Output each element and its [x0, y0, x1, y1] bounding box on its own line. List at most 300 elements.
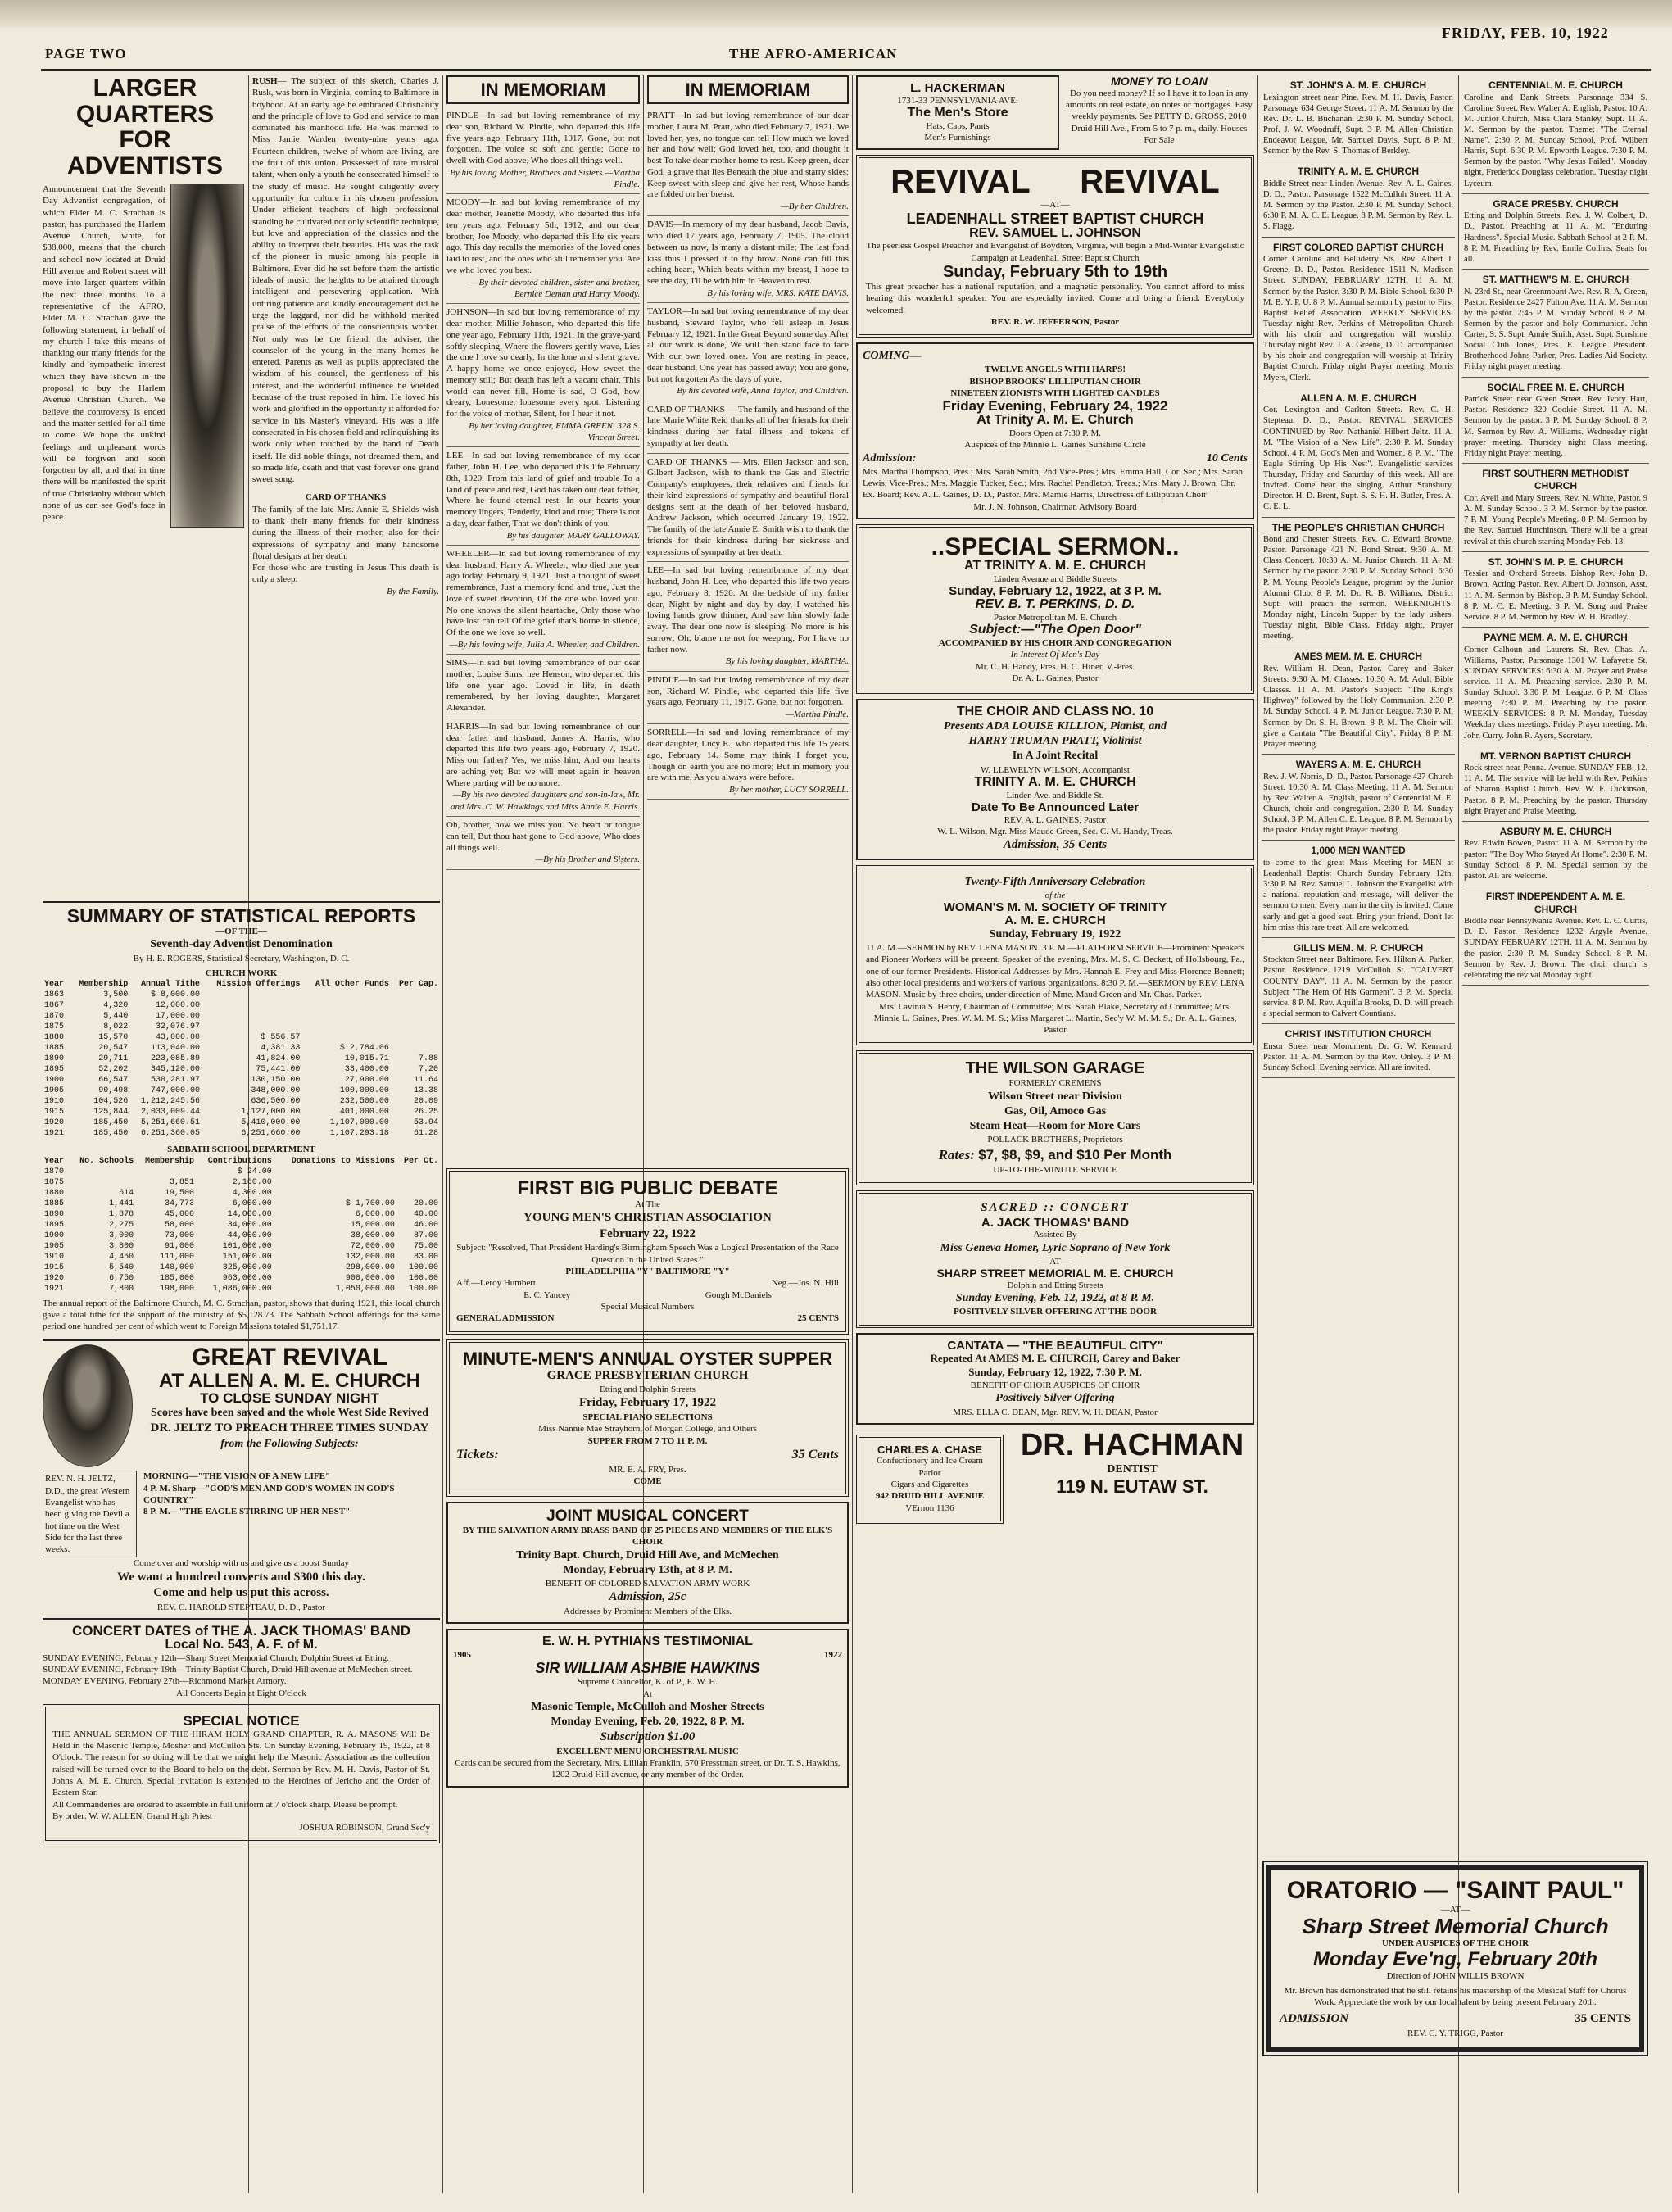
sabbath-cell	[396, 1167, 440, 1177]
church-work-cell: 747,000.00	[150, 1086, 200, 1096]
church-work-cell: 8,022	[103, 1022, 129, 1032]
sabbath-cell	[274, 1188, 396, 1199]
church-details: Lexington street near Pine. Rev. M. H. Davis, Pastor. Parsonage 634 George Street. 11 A. M. Sermon by the Rev. Dr. L. B. Buchanan. 2:30 P. M. Sunday School, Prof. J. W. Woodruff, Supt. 3 P. M. Allen Christian Endeavor League, Mr. Samuel Davis, Supt. 8 P. M. Sermon by the Rev. S. Thomas of Berkley.	[1263, 93, 1453, 156]
church-work-cell: 1900	[44, 1076, 65, 1086]
sabbath-cell: 140,000	[160, 1262, 195, 1272]
sabbath-cell: 46.00	[413, 1220, 438, 1230]
church-work-row	[43, 1128, 440, 1139]
page-number: PAGE TWO	[45, 46, 127, 61]
concert-date-1: SUNDAY EVENING, February 12th—Sharp Street Memorial Church, Dolphin Street at Etting.	[43, 1652, 389, 1663]
sabbath-cell	[69, 1167, 135, 1177]
column-memoriam-1	[446, 75, 640, 1157]
debate-neg: Neg.—Jos. N. Hill	[771, 1278, 839, 1289]
church-listing	[1262, 646, 1455, 755]
sabbath-row	[43, 1284, 440, 1294]
choir-date: Date To Be Announced Later	[971, 800, 1140, 815]
church-work-row	[43, 1043, 440, 1054]
sacred-silver: POSITIVELY SILVER OFFERING AT THE DOOR	[954, 1307, 1157, 1317]
church-listing	[1462, 628, 1649, 746]
church-work-row	[43, 1054, 440, 1064]
church-name: ST. JOHN'S M. P. E. CHURCH	[1488, 555, 1624, 568]
center-ads	[446, 1163, 849, 1793]
rush-story: The subject of this sketch, Charles J. Rusk, was born in Virginia, coming to Baltimore in boyhood. At an early age he embraced Christianity and the principle of love to God and service to man dominated his manhood life. He was married to Miss Jamie Warden twenty-nine years ago. Fourteen children, twelve of whom are living, are the fruit of this union. Possessed of rare musical talent, when only a youth he consecrated himself to the study of music. He sought diligently every opportunity for culture in his chosen profession. Under efficient teachers of high professional standing he cultivated not only scientific technique, but love and appreciation of the classics and the ability to interpret their beauties. His was the task of the pioneer in music among his people in Baltimore. Ever did he set before them the artistic ideals of music, the heights to be attained through intelligent and persevering application. With untiring patience and kindly encouragement did he urge the laggard, nor did he withhold merited praise of the efforts of the conscientious worker. Not only was he the friend, the adviser, the counselor of the young in the many homes he entered. Parents as well as pupils appreciated the wisdom of his counsel, the gentleness of his interest, and the wonderful influence he wielded because of the trust reposed in him. He loved his work and glorified in the opportunity it afforded for service in his Master's vineyard. His was a life consecrated in his chosen field and relinquishing its work only when touched by the hand of Death itself. He did noble things, not dreamed them, and so made life, death and that vast forever one grand sweet song.	[252, 76, 439, 485]
oyster-come: COME	[633, 1475, 662, 1486]
sabbath-cell: 20.00	[413, 1199, 438, 1208]
church-name: SOCIAL FREE M. E. CHURCH	[1487, 381, 1624, 393]
sabbath-cell: 44,000.00	[227, 1231, 272, 1240]
sabbath-row	[43, 1209, 440, 1220]
sermon-gaines: Dr. A. L. Gaines, Pastor	[1012, 673, 1099, 684]
pythians-sir: SIR WILLIAM ASHBIE HAWKINS	[535, 1660, 760, 1677]
choir-address: Linden Ave. and Biddle St.	[1006, 790, 1104, 800]
sabbath-cell: 40.00	[413, 1209, 438, 1219]
memoriam-signature: By his devoted wife, Anna Taylor, and Children.	[677, 386, 849, 397]
church-details: Patrick Street near Green Street. Rev. Ivory Hart, Pastor. Residence 320 Cookie Street. 11 A. M. Sermon by the pastor. 3 P. M. Sunday School. 8 P. M. Sermon by Rev. A. Williams. Wednesday night prayer meeting. Thursday night Class meeting. Friday night Prayer meeting.	[1464, 395, 1647, 458]
oratorio-date: Monday Eve'ng, February 20th	[1312, 1948, 1598, 1971]
church-name: ALLEN A. M. E. CHURCH	[1300, 392, 1416, 404]
hachman-ad	[1010, 1427, 1254, 1529]
joint-by: BY THE SALVATION ARMY BRASS BAND OF 25 PIECES AND MEMBERS OF THE ELK'S CHOIR	[462, 1525, 833, 1548]
sabbath-cell: 1880	[44, 1188, 65, 1198]
chase-phone: VErnon 1136	[905, 1503, 954, 1513]
chase-ad	[856, 1435, 1004, 1524]
sabbath-cell: 908,000.00	[345, 1273, 395, 1283]
coming-doors: Doors Open at 7:30 P. M.	[1008, 428, 1102, 438]
church-details: Ensor Street near Monument. Dr. G. W. Kennard, Pastor. 11 A. M. Sermon by the Rev. Onley. 3 P. M. Sunday School. Evening service. All are invited.	[1263, 1041, 1453, 1072]
revival-morning: MORNING—"THE VISION OF A NEW LIFE"	[143, 1471, 331, 1482]
church-name: FIRST COLORED BAPTIST CHURCH	[1273, 241, 1443, 253]
memoriam-signature: —By their devoted children, sister and brother, Bernice Deman and Harry Moody.	[470, 277, 640, 299]
special-notice-sec: JOSHUA ROBINSON, Grand Sec'y	[299, 1823, 430, 1834]
debate-subject: Subject: "Resolved, That President Harding's Birmingham Speech Was a Logical Presentation of the Race Question in the United States."	[456, 1243, 839, 1265]
church-work-cell	[391, 1032, 440, 1043]
sabbath-school-table	[43, 1156, 440, 1294]
church-work-cell: 27,900.00	[344, 1076, 389, 1086]
church-listing	[1462, 746, 1649, 822]
chase-conf: Confectionery and Ice Cream Parlor	[877, 1456, 983, 1478]
church-details: Rev. Edwin Bowen, Pastor. 11 A. M. Sermon by the pastor: "The Boy Who Stayed At Home". 2:30 P. M. Sunday School. 8 P. M. Special sermon by the pastor. All are welcome.	[1464, 839, 1647, 881]
oyster-address: Etting and Dolphin Streets	[599, 1385, 696, 1395]
memoriam-entry	[446, 817, 640, 870]
church-work-row	[43, 1096, 440, 1107]
hachman-dentist: DENTIST	[1107, 1462, 1158, 1475]
church-work-cell: 1880	[44, 1033, 65, 1043]
garage-title: THE WILSON GARAGE	[965, 1059, 1145, 1078]
memoriam-text: HARRIS—In sad but loving remembrance of our dear father and husband, James A. Harris, who departed this life two years ago, February 7, 1920. Miss our father? Yes, we miss him, And our hearts are aching yet; But we will meet again in heaven Where parting will be no more.	[446, 721, 640, 788]
oratorio-area	[1262, 1860, 1649, 2057]
church-listing	[1262, 841, 1455, 937]
church-work-cell	[202, 1011, 301, 1022]
sabbath-cell: 198,000	[160, 1284, 195, 1294]
church-work-cell: 53.94	[413, 1118, 438, 1128]
oyster-price: 35 Cents	[791, 1447, 839, 1462]
sabbath-cell: 100.00	[408, 1273, 438, 1283]
cantata-silver: Positively Silver Offering	[995, 1392, 1115, 1405]
pythians-cards: Cards can be secured from the Secretary, Mrs. Lillian Franklin, 570 Presstman street, or Dr. T. S. Hawkins, 1202 Druid Hill avenue, or any member of the Order.	[455, 1757, 841, 1780]
sabbath-cell: 5,540	[109, 1262, 134, 1272]
church-work-cell: 4,320	[103, 1001, 129, 1011]
church-work-header-cell: Per Cap.	[398, 980, 438, 990]
sabbath-header-cell: Per Ct.	[403, 1156, 438, 1166]
church-work-cell: 1921	[44, 1129, 65, 1139]
church-details: Corner Caroline and Belliderry Sts. Rev. Albert J. Greene, D. D., Pastor. Residence 1511 N. Madison Street. SUNDAY, FEBRUARY 12TH. 11 A. M. Sermon by the Pastor. 3:30 P. M. Bible School. 6:30 P. M. B. Y. P. U. 8 P. M. Annual sermon by pastor to First Baptist Relief Association. WEEKLY SERVICES: Tuesday night Rev. Perkins of Metropolitan Church with his choir and congregation will worship. Thursday night Rev. J. A. Greene, D. D. accompanied by his choir and congregation will worship at Trinity Baptist Church. Friday night Prayer meeting. Morris Myers, Clerk.	[1263, 255, 1453, 383]
coming-ad	[856, 342, 1254, 519]
sabbath-cell: 4,450	[109, 1252, 134, 1262]
church-details: Etting and Dolphin Streets. Rev. J. W. Colbert, D. D., Pastor. Preaching at 11 A. M. "Enduring Hardness". Special Music. Sabbath School at 2 P. M. 8 P. M. Preaching by Rev. Emile Collins. Seats for all.	[1464, 211, 1647, 264]
choir-recital: In A Joint Recital	[1012, 750, 1099, 763]
church-work-cell: 100,000.00	[339, 1086, 389, 1096]
church-work-cell: 530,281.97	[150, 1076, 200, 1086]
sabbath-cell	[396, 1188, 440, 1199]
memoriam-entry	[446, 546, 640, 655]
church-work-cell: 1,107,000.00	[329, 1118, 389, 1128]
church-work-cell: 32,076.97	[155, 1022, 200, 1032]
church-name: GILLIS MEM. M. P. CHURCH	[1293, 941, 1424, 954]
hackerman-address: 1731-33 PENNSYLVANIA AVE.	[897, 95, 1018, 106]
anniv-body: 11 A. M.—SERMON by REV. LENA MASON. 3 P. M.—PLATFORM SERVICE—Prominent Speakers and Pioneer Workers will be present. Speaker of the evening, Mrs. M. S. C. Beckett, of Hollsbourg, Pa., one of our former Presidents. Historical Addresses by Mrs. Hannah E. Frey and Miss Florence Bennett; also other local presidents and workers of various organizations. 8:30 P. M.—SERMON by REV. LENA MASON. Music by three choirs, under direction of Mme. Maud Green and Mr. Chas. Parker.	[866, 943, 1244, 1000]
sabbath-cell: 963,000.00	[222, 1273, 272, 1283]
sacred-address: Dolphin and Etting Streets	[1007, 1280, 1103, 1290]
oratorio-title: ORATORIO — "SAINT PAUL"	[1286, 1877, 1624, 1904]
church-name: WAYERS A. M. E. CHURCH	[1295, 758, 1421, 770]
sermon-subject: Subject:—"The Open Door"	[969, 623, 1141, 637]
revival-jeltz: DR. JELTZ TO PREACH THREE TIMES SUNDAY	[150, 1421, 429, 1435]
choir-accompanist: W. LLEWELYN WILSON, Accompanist	[981, 764, 1130, 775]
special-notice-ad	[43, 1704, 440, 1844]
sabbath-cell: 19,500	[165, 1188, 195, 1198]
joint-where: Trinity Bapt. Church, Druid Hill Ave, and McMechen	[516, 1548, 779, 1562]
garage-gas: Gas, Oil, Amoco Gas	[1004, 1104, 1107, 1117]
joint-title: JOINT MUSICAL CONCERT	[546, 1507, 749, 1525]
memoriam-entry	[647, 562, 849, 671]
revival-come: Come over and worship with us and give us a boost Sunday	[133, 1558, 350, 1569]
memoriam-text: PINDLE—In sad but loving remembrance of my dear son, Richard W. Pindle, who departed this life five years ago, February 11, 1917. Gone, but not forgotten.	[647, 674, 849, 708]
oratorio-pastor: REV. C. Y. TRIGG, Pastor	[1407, 2028, 1503, 2038]
hackerman-store: The Men's Store	[907, 106, 1008, 120]
garage-heat: Steam Heat—Room for More Cars	[969, 1120, 1141, 1133]
church-work-cell	[391, 1022, 440, 1032]
church-details: Cor. Aveil and Mary Streets. Rev. N. White, Pastor. 9 A. M. Sunday School. 3 P. M. Sermon by the pastor. 7 P. M. Young People's Meeting. 8 P. M. Sermon by the Rev. Samuel Hutchinson. There will be a great revival at this church starting Monday Feb. 13.	[1464, 494, 1647, 546]
revival-close: TO CLOSE SUNDAY NIGHT	[200, 1390, 379, 1407]
sermon-title: ..SPECIAL SERMON..	[931, 533, 1180, 560]
memoriam-text: SIMS—In sad but loving remembrance of our dear mother, Louise Sims, nee Henson, who departed this life one year ago. Loved in life, in death remembered, by her loving daughter, Margaret Alexander.	[446, 658, 640, 714]
church-work-cell	[301, 1032, 391, 1043]
card-of-thanks-verse: For those who are trusting in Jesus This death is only a sleep.	[252, 563, 439, 585]
church-work-cell: 232,500.00	[339, 1097, 389, 1107]
oyster-supper-ad	[446, 1339, 849, 1498]
joint-concert-ad	[446, 1502, 849, 1624]
revival-from: from the Following Subjects:	[220, 1437, 359, 1450]
pythians-year-1: 1905	[453, 1650, 471, 1661]
sacred-miss: Miss Geneva Homer, Lyric Soprano of New York	[940, 1241, 1171, 1254]
memoriam-signature: By his daughter, MARY GALLOWAY.	[506, 530, 640, 541]
pythians-supreme: Supreme Chancellor, K. of P., E. W. H.	[577, 1677, 718, 1688]
church-name: FIRST INDEPENDENT A. M. E. CHURCH	[1485, 890, 1626, 915]
oyster-church: GRACE PRESBYTERIAN CHURCH	[546, 1368, 749, 1382]
memoriam-entry	[647, 454, 849, 563]
sabbath-cell: 83.00	[413, 1252, 438, 1262]
revival-evening: 8 P. M.—"THE EAGLE STIRRING UP HER NEST"	[143, 1507, 351, 1517]
sabbath-cell: 1,086,000.00	[212, 1284, 272, 1294]
church-work-cell: 5,440	[103, 1012, 129, 1022]
church-details: Caroline and Bank Streets. Parsonage 334 S. Caroline Street. Rev. Walter A. English, Pastor. 10 A. M. Junior Church, Miss Clara Stanley, Supt. 11 A. M. Sermon by the pastor. Theme: "The Eternal Name". 2:30 P. M. Sunday School, Prof. Wilbert Harris, Supt. 6:30 P. M. Epworth League. 7:30 P. M. Sermon by the pastor. "Why Jesus Failed". Monday night, Frederick Douglass celebration. Tuesday night Lyceum.	[1464, 93, 1647, 188]
sabbath-cell: 73,000	[165, 1231, 195, 1240]
debate-speaker-4: Gough McDaniels	[705, 1290, 772, 1300]
church-work-cell	[391, 1011, 440, 1022]
choir-gaines: REV. A. L. GAINES, Pastor	[1004, 814, 1107, 825]
sabbath-row	[43, 1252, 440, 1262]
church-details: Cor. Lexington and Carlton Streets. Rev. C. H. Stepteau, D. D., Pastor. REVIVAL SERVICES CONTINUED by Rev. Nathaniel Hilbert Jeltz. 11 A. M. "The Vision of a New Life". 2:30 P. M. Sunday School. 4 P. M. God's Men and Women. 8 P. M. "The Eagle Stirring Up His Nest". Evangelistic services Thursday, Friday and Saturday of this week. All are invited. Come hear the singing. Arthur Stansbury, Director. H. D. Brent, Supt. S. S. H. H. Butler, Pres. A. C. E. L.	[1263, 406, 1453, 512]
church-name: AMES MEM. M. E. CHURCH	[1294, 650, 1422, 663]
church-listing	[1262, 755, 1455, 841]
church-work-cell: 401,000.00	[339, 1108, 389, 1117]
church-work-cell: 6,251,360.05	[140, 1129, 200, 1139]
sabbath-cell: 1915	[44, 1262, 65, 1272]
memoriam-entry	[647, 216, 849, 303]
church-work-cell: 7.88	[418, 1054, 438, 1064]
church-work-cell: 1905	[44, 1086, 65, 1096]
column-churches-2	[1462, 75, 1649, 1329]
sabbath-cell: 1,050,000.00	[335, 1284, 395, 1294]
church-work-cell: 7.20	[418, 1065, 438, 1075]
memoriam-entry	[647, 724, 849, 800]
sabbath-cell: 34,000.00	[227, 1220, 272, 1230]
sabbath-row	[43, 1262, 440, 1273]
sabbath-cell: 6,000.00	[232, 1199, 272, 1208]
church-details: Stockton Street near Baltimore. Rev. Hilton A. Parker, Pastor. Residence 1219 McCulloh St. "CALVERT COUNTY DAY". 11 A. M. Sermon by the pastor. Subject "The Hem Of His Garment". 3 P. M. Special service. 8 P. M. Rev. Aquilla Brooks, D. D. will preach a special sermon to Calvert Countians.	[1263, 955, 1453, 1018]
sermon-date: Sunday, February 12, 1922, at 3 P. M.	[949, 584, 1162, 599]
sabbath-cell: 1920	[44, 1273, 65, 1283]
oratorio-church: Sharp Street Memorial Church	[1302, 1913, 1609, 1938]
hachman-address: 119 N. EUTAW ST.	[1056, 1475, 1208, 1497]
summary-denomination: Seventh-day Adventist Denomination	[150, 938, 333, 951]
church-work-cell: 13.38	[413, 1086, 438, 1096]
column-ads-right	[856, 75, 1254, 1529]
church-listing	[1462, 194, 1649, 270]
sabbath-cell: 185,000	[160, 1273, 195, 1283]
church-listing	[1262, 518, 1455, 647]
memoriam-entry	[647, 672, 849, 725]
chase-name: CHARLES A. CHASE	[877, 1443, 983, 1456]
oratorio-body: Mr. Brown has demonstrated that he still retains his mastership of the Musical Staff for Chorus Work. Appreciate the work by our local talent by being present February 20th.	[1284, 1985, 1627, 2008]
church-work-cell: 636,500.00	[251, 1097, 301, 1107]
leadenhall-body: The peerless Gospel Preacher and Evangelist of Boydton, Virginia, will begin a Mid-Winter Evangelistic Campaign at Leadenhall Street Baptist Church	[866, 241, 1244, 263]
sacred-concert-ad	[856, 1190, 1254, 1328]
leadenhall-date: Sunday, February 5th to 19th	[942, 263, 1168, 282]
joint-when: Monday, February 13th, at 8 P. M.	[563, 1563, 732, 1576]
church-work-title: CHURCH WORK	[205, 968, 278, 978]
church-work-cell: 10,015.71	[344, 1054, 389, 1064]
sabbath-cell	[274, 1167, 396, 1177]
church-work-cell: 130,150.00	[251, 1076, 301, 1086]
joint-admission: Admission, 25c	[609, 1590, 686, 1604]
sabbath-cell: 101,000.00	[222, 1241, 272, 1251]
sabbath-row	[43, 1199, 440, 1209]
sabbath-header-cell: Year	[44, 1156, 65, 1166]
memoriam-entry	[446, 655, 640, 718]
sabbath-cell: 1900	[44, 1231, 65, 1240]
special-notice-assemble: All Commanderies are ordered to assemble in full uniform at 7 o'clock sharp. Please be prompt.	[52, 1799, 398, 1810]
church-details: Bond and Chester Streets. Rev. C. Edward Browne, Pastor. Parsonage 421 N. Bond Street. 9:30 A. M. Class Concert. 10:30 A. M. Junior Church. 11 A. M. Sermon by the pastor. 2:30 P. M. Sunday School. 6:30 P. M. Young People's League, program by the Junior Alumni Club. 8 P. M. Dr. R. B. Williams, District Supt. will preach the sermon. WEEKNIGHTS: Monday night, Lincoln Supper by the lady ushers. Tuesday night, Bible Class. Friday night, Prayer meeting.	[1263, 535, 1453, 641]
sabbath-cell: 1921	[44, 1284, 65, 1294]
church-work-row	[43, 1064, 440, 1075]
sabbath-cell: 325,000.00	[222, 1262, 272, 1272]
choir-recital-ad	[856, 699, 1254, 860]
coming-angels: TWELVE ANGELS WITH HARPS!	[984, 365, 1126, 375]
memoriam-signature: —By his loving wife, Julia A. Wheeler, and Children.	[449, 639, 640, 650]
special-notice-by: By order: W. W. ALLEN, Grand High Priest	[52, 1811, 212, 1821]
sabbath-row	[43, 1241, 440, 1252]
debate-teams: PHILADELPHIA "Y" BALTIMORE "Y"	[565, 1267, 730, 1277]
church-work-cell	[301, 1011, 391, 1022]
church-work-cell: 33,400.00	[344, 1065, 389, 1075]
sabbath-cell: 6,000.00	[355, 1209, 395, 1219]
sabbath-cell: 72,000.00	[350, 1241, 395, 1251]
oratorio-direction: Direction of JOHN WILLIS BROWN	[1386, 1970, 1525, 1981]
memoriam-signature: —By her Children.	[781, 202, 849, 212]
anniv-officers: Mrs. Lavinia S. Henry, Chairman of Committee; Mrs. Sarah Blake, Secretary of Committee; Mrs. Minnie L. Gaines, Pres. W. M. M. S.; Miss Margaret L. Martin, Sec'y W. M. M. S.; Dr. A. L. Gaines, Pastor	[873, 1001, 1237, 1036]
sabbath-row	[43, 1188, 440, 1199]
sabbath-cell: 3,000	[109, 1231, 134, 1240]
money-title: MONEY TO LOAN	[1111, 75, 1208, 88]
coming-auspices: Auspices of the Minnie L. Gaines Sunshine Circle	[964, 440, 1146, 451]
church-work-row	[43, 1011, 440, 1022]
hackerman-name: L. HACKERMAN	[910, 81, 1005, 95]
sabbath-cell: 132,000.00	[345, 1252, 395, 1262]
coming-label: COMING—	[863, 350, 922, 363]
leadenhall-body-2: This great preacher has a national reputation, and a magnetic personality. You cannot afford to miss hearing this wonderful speaker. You are especially invited. Come and bring a friend. Everybody welcomed.	[866, 282, 1244, 315]
concert-date-2: SUNDAY EVENING, February 19th—Trinity Baptist Church, Druid Hill avenue at McMechen street.	[43, 1665, 413, 1675]
church-name: PAYNE MEM. A. M. E. CHURCH	[1484, 631, 1628, 643]
column-rule	[643, 75, 644, 2193]
church-work-cell: 17,000.00	[155, 1012, 200, 1022]
church-name: GRACE PRESBY. CHURCH	[1493, 197, 1619, 210]
oratorio-price: 35 CENTS	[1575, 2012, 1631, 2026]
church-work-cell: 5,410,000.00	[241, 1118, 301, 1128]
pythians-at: At	[643, 1688, 652, 1699]
church-work-cell: 1890	[44, 1054, 65, 1064]
revival-help: Come and help us put this across.	[153, 1586, 329, 1600]
church-work-cell: 1885	[44, 1044, 65, 1054]
church-work-cell: 2,033,009.44	[140, 1108, 200, 1117]
sabbath-cell: $ 24.00	[237, 1167, 272, 1176]
sabbath-cell: 75.00	[413, 1241, 438, 1251]
sabbath-cell: 1875	[44, 1177, 65, 1187]
church-details: Rev. J. W. Norris, D. D., Pastor. Parsonage 427 Church Street. 10:30 A. M. Class Meeting. 11 A. M. Sermon by Rev. Walter A. English, pastor of Centennial M. E. Church, choir and congregation. 2:30 P. M. Sunday School. 3 P. M. Allen C. E. League. 8 P. M. Sermon by the pastor. Friday night Prayer meeting.	[1263, 772, 1453, 836]
church-work-table	[43, 979, 440, 1139]
memoriam-text: SORRELL—In sad and loving remembrance of my dear daughter, Lucy E., who departed this life 15 years ago, February 14. Some may think I forget you, Though on earth you are no more; But in memory you are with me, As you always were before.	[647, 728, 849, 783]
debate-speaker-3: E. C. Yancey	[523, 1290, 571, 1300]
sabbath-cell	[274, 1177, 396, 1188]
church-name: FIRST SOUTHERN METHODIST CHURCH	[1482, 467, 1629, 492]
column-rule	[852, 75, 853, 2193]
sabbath-row	[43, 1231, 440, 1241]
coming-price: 10 Cents	[1206, 451, 1248, 465]
sabbath-cell: 100.00	[408, 1284, 438, 1294]
church-work-cell	[391, 1043, 440, 1054]
garage-price: $7, $8, $9, and $10 Per Month	[978, 1146, 1172, 1163]
church-work-cell	[202, 990, 301, 1000]
sermon-pastor: Pastor Metropolitan M. E. Church	[993, 613, 1117, 623]
memoriam-entry	[446, 107, 640, 194]
debate-aff: Aff.—Leroy Humbert	[456, 1278, 536, 1289]
church-work-row	[43, 1117, 440, 1128]
pythians-music: EXCELLENT MENU ORCHESTRAL MUSIC	[556, 1746, 739, 1756]
summary-author: By H. E. ROGERS, Statistical Secretary, Washington, D. C.	[133, 953, 350, 963]
joint-elks: Addresses by Prominent Members of the Elks.	[564, 1606, 732, 1616]
oyster-tickets: Tickets:	[456, 1447, 499, 1462]
chase-cigars: Cigars and Cigarettes	[890, 1480, 969, 1490]
pythians-title: E. W. H. PYTHIANS TESTIMONIAL	[542, 1634, 753, 1649]
church-work-cell: 6,251,660.00	[241, 1129, 301, 1139]
hackerman-furnishings: Men's Furnishings	[924, 133, 991, 143]
church-work-cell: 1875	[44, 1022, 65, 1032]
issue-date: FRIDAY, FEB. 10, 1922	[1442, 25, 1609, 41]
scan-edge	[0, 0, 1672, 28]
adventists-story: Announcement that the Seventh Day Adventist congregation, of which Elder M. C. Strachan is pastor, has purchased the Harlem Avenue Church, white, for $38,000, means that the church and school now located at Druid Hill avenue and Robert street will move into larger quarters within the next three months. To a representative of the AFRO, Elder M. C. Strachan gave the following statement, in behalf of my church I take this means of thanking our many friends for the kindly and sympathetic interest which they have shown in the proposal to buy the Harlem Avenue Christian Church. We believe the controversy is ended and the matter settled for all time to come. We hope the unkind feelings and unpleasant words will be forgiven and soon forgotten by all, and that in time there will be manifested the spirit of true Christianity without which none of us can see God's face in peace.	[43, 184, 165, 523]
memoriam-entry	[647, 107, 849, 216]
church-work-cell: 52,202	[98, 1065, 129, 1075]
cantata-title: CANTATA — "THE BEAUTIFUL CITY"	[947, 1338, 1163, 1353]
church-work-cell: 3,500	[103, 990, 129, 1000]
revival-afternoon: 4 P. M. Sharp—"GOD'S MEN AND GOD'S WOMEN IN GOD'S COUNTRY"	[143, 1483, 395, 1505]
church-work-cell: 4,381.33	[261, 1044, 301, 1054]
joint-benefit: BENEFIT OF COLORED SALVATION ARMY WORK	[545, 1579, 750, 1589]
cantata-names: MRS. ELLA C. DEAN, Mgr. REV. W. H. DEAN, Pastor	[953, 1407, 1158, 1417]
card-of-thanks-text: The family of the late Mrs. Annie E. Shields wish to thank their many friends for their kindness during the illness of their mother, also for their expressions of sympathy and many handsome floral designs at her death.	[252, 504, 439, 561]
memoriam-text: PRATT—In sad but loving remembrance of our dear mother, Laura M. Pratt, who died February 7, 1921. We loved her, yes, no tongue can tell How much we loved her and how well; God loved her, too, and thought it best To take dear mother home to rest. Keep green, dear God, a grave that lies Beneath the blue and starry skies; Keep sweet with sleep and give her rest, Whose hands are folded on her breast.	[647, 111, 849, 200]
church-work-cell	[301, 1000, 391, 1011]
revival-headline: GREAT REVIVAL	[192, 1344, 387, 1371]
church-work-cell: 20,547	[98, 1044, 129, 1054]
sermon-accompanied: ACCOMPANIED BY HIS CHOIR AND CONGREGATION	[938, 638, 1172, 649]
headline-adventists: FOR ADVENTISTS	[66, 126, 224, 179]
memoriam-entry	[446, 304, 640, 447]
pythians-date: Monday Evening, Feb. 20, 1922, 8 P. M.	[551, 1716, 745, 1728]
sabbath-cell: 1885	[44, 1199, 65, 1208]
memoriam-entry	[446, 447, 640, 546]
church-details: Rock street near Penna. Avenue. SUNDAY FEB. 12. 11 A. M. The service will be held with Rev. Perkins of Sharon Baptist Church. Rev. W. F. Dickinson, Pastor. 8 P. M. Preaching by the pastor. Thursday night Prayer and Praise Meeting.	[1464, 764, 1647, 816]
concert-dates-title: CONCERT DATES of THE A. JACK THOMAS' BAND	[72, 1623, 410, 1639]
oratorio-ad	[1266, 1865, 1644, 2052]
column-rush: RUSH— The subject of this sketch, Charles J. Rusk, was born in Virginia, coming to Baltimore in boyhood. At an early age he embraced Christianity and the principle of love to God and service to man dominated his manhood life. He was married to Miss Jamie Warden twenty-nine years ago. Fourteen children, twelve of whom are living, are the fruit of this union. Possessed of rare musical talent, when only a youth he consecrated himself to the study of music. He sought diligently every opportunity for culture in his chosen profession. Under efficient teachers of high professional standing he cultivated not only scientific technique, but love and appreciation of the classics and the ability to interpret their beauties. His was the task of the pioneer in music among his people in Baltimore. Ever did he set before them the artistic ideals of music, the heights to be attained through intelligent and persevering application. With untiring patience and kindly encouragement did he urge the laggard, nor did he withhold merited praise of the efforts of the conscientious worker. Not only was he the friend, the adviser, the counselor of the young in the many homes he entered. Parents as well as pupils appreciated the wisdom of his counsel, the gentleness of his interest, and the wonderful influence he wielded because of the trust reposed in him. He loved his work and glorified in the opportunity it afforded for service in his Master's vineyard. His was a life consecrated in his chosen field and relinquishing its work only when touched by the hand of Death itself. He did noble things, not dreamed them, and so made life, death and that vast forever one grand sweet song. CARD OF THANKS The family of the late Mrs. Annie E. Shields wish to thank their many friends for their kindness during the illness of their mother, also for their expressions of sympathy and many handsome floral designs at her death. For those who are trusting in Jesus This death is only a sleep. By the Family.	[252, 76, 439, 596]
memoriam-title-1: IN MEMORIAM	[446, 75, 640, 104]
debate-at: At The	[635, 1199, 660, 1210]
special-sermon-ad	[856, 524, 1254, 694]
debate-music: Special Musical Numbers	[600, 1301, 695, 1312]
church-listing	[1262, 388, 1455, 518]
coming-bishop: BISHOP BROOKS' LILLIPUTIAN CHOIR	[969, 376, 1141, 387]
anniv-date: Sunday, February 19, 1922	[989, 927, 1121, 941]
sabbath-cell: 45,000	[165, 1209, 195, 1219]
oratorio-auspices: UNDER AUSPICES OF THE CHOIR	[1381, 1938, 1529, 1949]
oyster-title: MINUTE-MEN'S ANNUAL OYSTER SUPPER	[462, 1348, 833, 1369]
sacred-band: A. JACK THOMAS' BAND	[981, 1215, 1130, 1230]
memoriam-text: LEE—In sad but loving remembrance of my dear husband, John H. Lee, who departed this life two years ago, February 8, 1920. At the bedside of my father dear, Night by night and day by day, I watched his loving hands grow thinner, And saw him slowly fade away. The dear one now is sleeping, No more is his sorrow; Oh, blame me not for weeping, For I have no father now.	[647, 565, 849, 655]
sabbath-row	[43, 1177, 440, 1188]
church-work-cell: 113,040.00	[150, 1044, 200, 1054]
sabbath-cell: 2,275	[109, 1220, 134, 1230]
church-work-header-cell: Annual Tithe	[140, 980, 200, 990]
summary-of: —OF THE—	[215, 927, 267, 937]
sabbath-cell: 3,851	[170, 1177, 195, 1187]
church-work-cell: 41,824.00	[256, 1054, 301, 1064]
paper-name: THE AFRO-AMERICAN	[729, 46, 898, 61]
sabbath-row	[43, 1167, 440, 1177]
oyster-piano: SPECIAL PIANO SELECTIONS	[582, 1412, 713, 1422]
church-work-row	[43, 1107, 440, 1117]
church-name: ST. MATTHEW'S M. E. CHURCH	[1482, 273, 1629, 285]
